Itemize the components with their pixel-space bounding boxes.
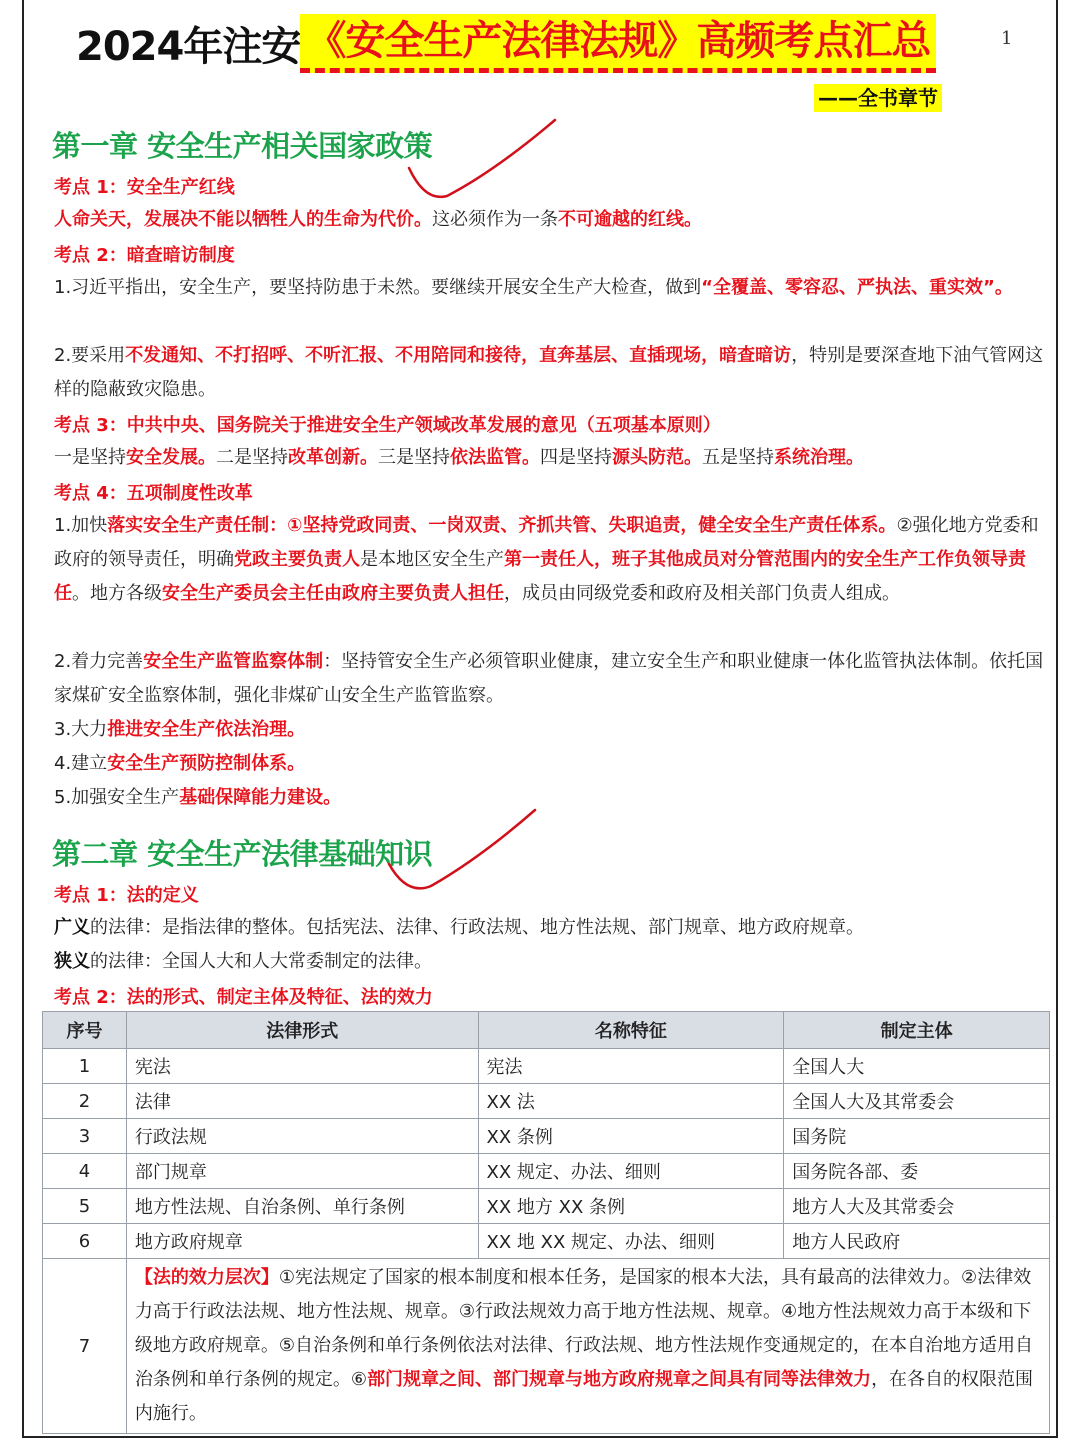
ch1-kp2-item2: 2.要采用不发通知、不打招呼、不听汇报、不用陪同和接待，直奔基层、直插现场，暗查暗访，特别是要深查地下油气管网这样的隐蔽致灾隐患。: [54, 345, 1044, 400]
ch1-kp4-title: 考点 4：五项制度性改革: [54, 483, 253, 504]
table-cell: 国务院: [784, 1119, 1050, 1154]
table-header: 名称特征: [478, 1012, 784, 1049]
ch2-kp1-title: 考点 1：法的定义: [54, 885, 199, 906]
title-highlight: 《安全生产法律法规》高频考点汇总: [300, 14, 936, 73]
title-prefix: 2024年注安: [76, 23, 301, 70]
table-row: [43, 1224, 1050, 1259]
subtitle: ——全书章节: [814, 84, 942, 112]
table-cell: 宪法: [126, 1049, 478, 1084]
table-cell: 4: [43, 1154, 127, 1189]
table-cell: 国务院各部、委: [784, 1154, 1050, 1189]
table-header: 法律形式: [126, 1012, 478, 1049]
table-row: [43, 1119, 1050, 1154]
table-row: [43, 1189, 1050, 1224]
table-cell: 6: [43, 1224, 127, 1259]
ch1-kp4-item5: 5.加强安全生产基础保障能力建设。: [54, 787, 342, 808]
table-cell: 3: [43, 1119, 127, 1154]
ch1-kp4-item3: 3.大力推进安全生产依法治理。: [54, 719, 306, 740]
ch1-kp1-title: 考点 1：安全生产红线: [54, 177, 235, 198]
ch1-kp3-text: 一是坚持安全发展。二是坚持改革创新。三是坚持依法监管。四是坚持源头防范。五是坚持系统治理。: [54, 447, 864, 468]
checkmark-icon: [385, 806, 545, 896]
table-row: [43, 1154, 1050, 1189]
table-cell: 2: [43, 1084, 127, 1119]
table-cell: 全国人大: [784, 1049, 1050, 1084]
table-cell: 全国人大及其常委会: [784, 1084, 1050, 1119]
table-cell: 1: [43, 1049, 127, 1084]
table-cell: 部门规章: [126, 1154, 478, 1189]
table-cell: 宪法: [478, 1049, 784, 1084]
table-cell: 行政法规: [126, 1119, 478, 1154]
table-cell: XX 条例: [478, 1119, 784, 1154]
ch1-kp3-title: 考点 3：中共中央、国务院关于推进安全生产领域改革发展的意见（五项基本原则）: [54, 415, 721, 436]
table-cell: XX 规定、办法、细则: [478, 1154, 784, 1189]
table-cell: 地方政府规章: [126, 1224, 478, 1259]
ch1-kp4-item4: 4.建立安全生产预防控制体系。: [54, 753, 306, 774]
table-header: 制定主体: [784, 1012, 1050, 1049]
ch2-kp2-title: 考点 2：法的形式、制定主体及特征、法的效力: [54, 987, 433, 1008]
table-cell: 5: [43, 1189, 127, 1224]
page-number: 1: [1001, 28, 1013, 49]
table-cell: 地方人大及其常委会: [784, 1189, 1050, 1224]
law-forms-table: [42, 1011, 1050, 1434]
ch2-kp1-narrow: 狭义的法律：全国人大和人大常委制定的法律。: [54, 951, 432, 972]
table-row: [43, 1049, 1050, 1084]
ch1-kp1-text: 人命关天，发展决不能以牺牲人的生命为代价。这必须作为一条不可逾越的红线。: [54, 209, 702, 230]
ch2-kp1-broad: 广义的法律：是指法律的整体。包括宪法、法律、行政法规、地方性法规、部门规章、地方政府规章。: [54, 917, 864, 938]
table-row: [43, 1084, 1050, 1119]
table-cell: XX 地方 XX 条例: [478, 1189, 784, 1224]
chapter1-title: 第一章 安全生产相关国家政策: [52, 129, 433, 163]
table-cell: 地方性法规、自治条例、单行条例: [126, 1189, 478, 1224]
ch1-kp4-item1: 1.加快落实安全生产责任制：①坚持党政同责、一岗双责、齐抓共管、失职追责，健全安全生产责任体系。②强化地方党委和政府的领导责任，明确党政主要负责人是本地区安全生产第一责任人，班子其他成员对分管范围内的安全生产工作负领导责任。地方各级安全生产委员会主任由政府主要负责人担任，成员由同级党委和政府及相关部门负责人组成。: [54, 515, 1039, 604]
document-title: [76, 14, 936, 72]
table-row-effect-hierarchy: [43, 1259, 1050, 1434]
table-cell: XX 地 XX 规定、办法、细则: [478, 1224, 784, 1259]
checkmark-icon: [405, 116, 565, 206]
chapter2-title: 第二章 安全生产法律基础知识: [52, 837, 433, 871]
ch1-kp4-item2: 2.着力完善安全生产监管监察体制：坚持管安全生产必须管职业健康，建立安全生产和职业健康一体化监管执法体制。依托国家煤矿安全监察体制，强化非煤矿山安全生产监管监察。: [54, 651, 1044, 706]
ch1-kp2-title: 考点 2：暗查暗访制度: [54, 245, 235, 266]
table-header-row: [43, 1012, 1050, 1049]
table-cell: 7: [43, 1259, 127, 1434]
table-cell: 地方人民政府: [784, 1224, 1050, 1259]
table-cell: 法律: [126, 1084, 478, 1119]
effect-hierarchy-note: 【法的效力层次】①宪法规定了国家的根本制度和根本任务，是国家的根本大法，具有最高的法律效力。②法律效力高于行政法法规、地方性法规、规章。③行政法规效力高于地方性法规、规章。④地方性法规效力高于本级和下级地方政府规章。⑤自治条例和单行条例依法对法律、行政法规、地方性法规作变通规定的，在本自治地方适用自治条例和单行条例的规定。⑥部门规章之间、部门规章与地方政府规章之间具有同等法律效力，在各自的权限范围内施行。: [126, 1259, 1049, 1434]
table-header: 序号: [43, 1012, 127, 1049]
table-cell: XX 法: [478, 1084, 784, 1119]
ch1-kp2-item1: 1.习近平指出，安全生产，要坚持防患于未然。要继续开展安全生产大检查，做到“全覆盖、零容忍、严执法、重实效”。: [54, 277, 1013, 298]
